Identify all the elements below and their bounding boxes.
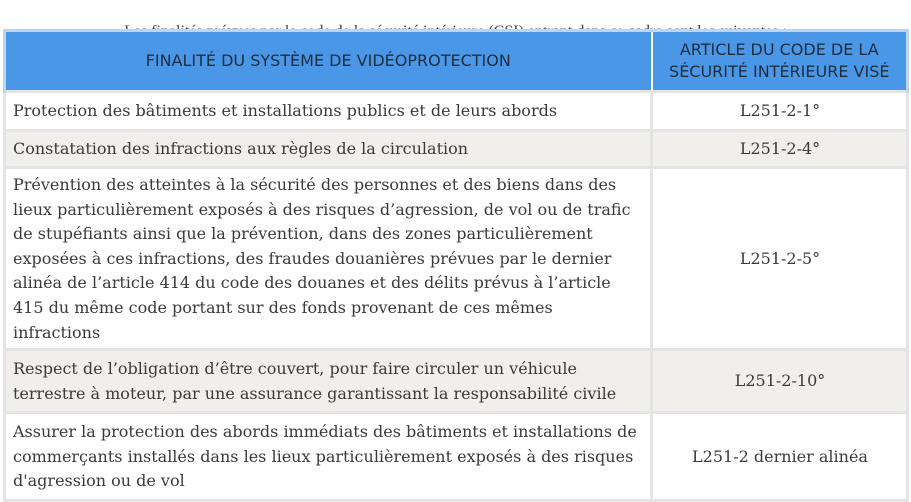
cell-finalite: Prévention des atteintes à la sécurité des personnes et des biens dans des lieux particulièrement exposés à des risques d’agression, de vol ou de trafic de stupéfiants ainsi que la prévention, dans des zones particulièrement exposées à ces infractions, des fraudes douanières prévues par le dernier alinéa de l’article 414 du code des douanes et des délits prévus à l’article 415 du même code portant sur des fonds provenant de ces mêmes infractions	[5, 168, 652, 350]
header-finalite: FINALITÉ DU SYSTÈME DE VIDÉOPROTECTION	[5, 31, 652, 92]
cell-article: L251-2-5°	[652, 168, 908, 350]
cell-finalite: Assurer la protection des abords immédiats des bâtiments et installations de commerçants installés dans les lieux particulièrement exposés à des risques d'agression ou de vol	[5, 413, 652, 501]
cell-article: L251-2-1°	[652, 92, 908, 131]
cell-article: L251-2-4°	[652, 131, 908, 168]
table-row	[5, 350, 908, 413]
table-row	[5, 92, 908, 131]
table-row	[5, 131, 908, 168]
cell-finalite: Respect de l’obligation d’être couvert, pour faire circuler un véhicule terrestre à moteur, par une assurance garantissant la responsabilité civile	[5, 350, 652, 413]
table-header	[5, 31, 908, 92]
cell-finalite: Protection des bâtiments et installations publics et de leurs abords	[5, 92, 652, 131]
header-row	[5, 31, 908, 92]
cell-article: L251-2 dernier alinéa	[652, 413, 908, 501]
csi-finalites-table	[3, 29, 909, 502]
table-row	[5, 168, 908, 350]
table-row	[5, 413, 908, 501]
table-body	[5, 92, 908, 501]
cell-article: L251-2-10°	[652, 350, 908, 413]
cell-finalite: Constatation des infractions aux règles de la circulation	[5, 131, 652, 168]
header-article: ARTICLE DU CODE DE LA SÉCURITÉ INTÉRIEURE VISÉ	[652, 31, 908, 92]
